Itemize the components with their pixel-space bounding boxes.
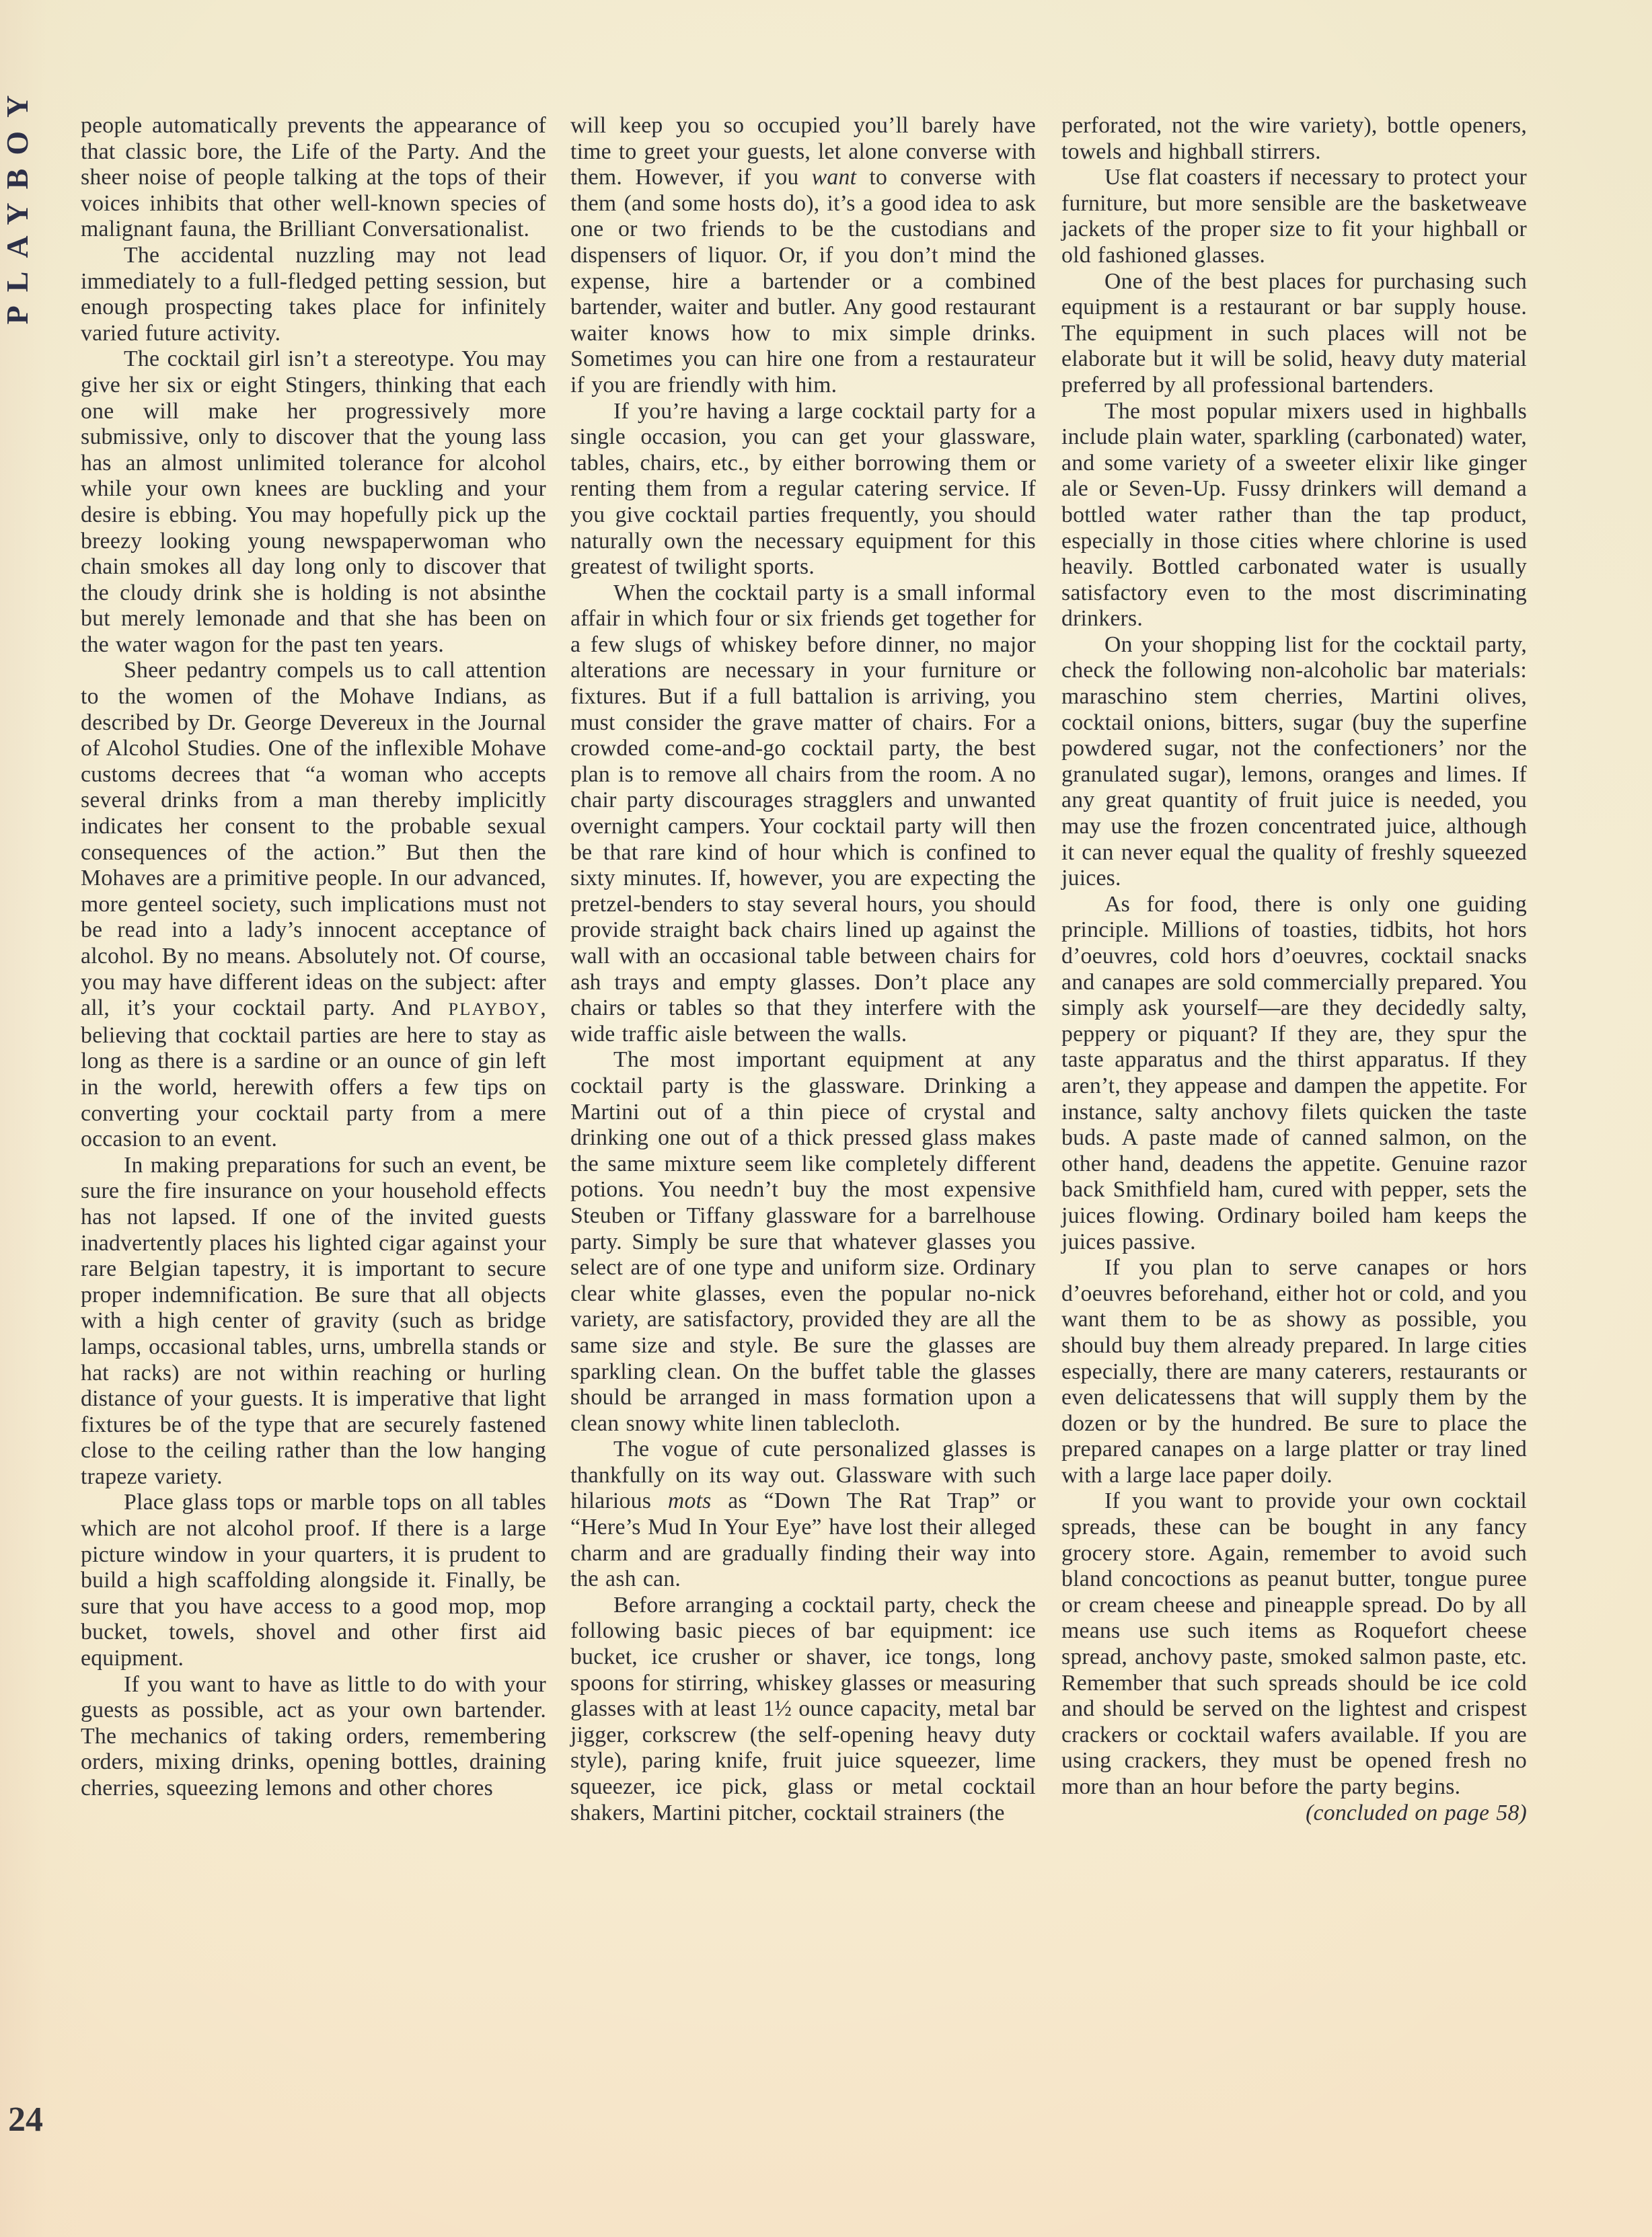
body-paragraph: people automatically prevents the appearance of that classic bore, the Life of the Party. And the sheer noise of people talking at the tops of their voices inhibits that other well-known species of malignant fauna, the Brilliant Conversationalist. — [81, 113, 546, 242]
italic-word: mots — [667, 1488, 712, 1514]
body-paragraph: The accidental nuzzling may not lead immediately to a full-fledged petting session, but enough prospecting takes place for infinitely varied future activity. — [81, 242, 546, 346]
text-column-2 — [570, 113, 1036, 1826]
body-paragraph: If you want to have as little to do with your guests as possible, act as your own bartender. The mechanics of taking orders, remembering orders, mixing drinks, opening bottles, draining cherries, squeezing lemons and other chores — [81, 1671, 546, 1800]
page-number: 24 — [8, 2100, 43, 2139]
body-paragraph: will keep you so occupied you’ll barely have time to greet your guests, let alone converse with them. However, if you want to converse with them (and some hosts do), it’s a good idea to ask one or two friends to be the custodians and dispensers of liquor. Or, if you don’t mind the expense, hire a bartender or a combined bartender, waiter and butler. Any good restaurant waiter knows how to mix simple drinks. Sometimes you can hire one from a restaurateur if you are friendly with him. — [570, 113, 1037, 397]
small-caps-word: PLAYBOY — [448, 999, 541, 1020]
body-paragraph: As for food, there is only one guiding principle. Millions of toasties, tidbits, hot hors d’oeuvres, cold hors d’oeuvres, cocktail snacks and canapes are sold commercially prepared. You simply ask yourself—are they decidedly salty, peppery or piquant? If they are, they spur the taste apparatus and the thirst apparatus. If they aren’t, they appease and dampen the appetite. For instance, salty anchovy filets quicken the taste buds. A paste made of canned salmon, on the other hand, deadens the appetite. Genuine razor back Smithfield ham, cured with pepper, sets the juices flowing. Ordinary boiled ham keeps the juices passive. — [1061, 891, 1527, 1254]
text-column-3 — [1061, 113, 1527, 1826]
body-paragraph: On your shopping list for the cocktail party, check the following non-alcoholic bar materials: maraschino stem cherries, Martini olives, cocktail onions, bitters, sugar (buy the superfine powdered sugar, not the confectioners’ nor the granulated sugar), lemons, oranges and limes. If any great quantity of fruit juice is needed, you may use the frozen concentrated juice, although it can never equal the quality of freshly squeezed juices. — [1061, 632, 1527, 891]
playboy-logotype: PLAYBOY — [0, 81, 34, 325]
body-paragraph: The most popular mixers used in highballs include plain water, sparkling (carbonated) water, and some variety of a sweeter elixir like ginger ale or Seven-Up. Fussy drinkers will demand a bottled water rather than the tap product, especially in those cities where chlorine is used heavily. Bottled carbonated water is usually satisfactory even to the most discriminating drinkers. — [1061, 398, 1527, 632]
body-paragraph: In making preparations for such an event, be sure the fire insurance on your household effects has not lapsed. If one of the invited guests inadvertently places his lighted cigar against your rare Belgian tapestry, it is important to secure proper indemnification. Be sure that all objects with a high center of gravity (such as bridge lamps, occasional tables, urns, umbrella stands or hat racks) are not within reaching or hurling distance of your guests. It is imperative that light fixtures be of the type that are securely fastened close to the ceiling rather than the low hanging trapeze variety. — [81, 1152, 546, 1489]
body-paragraph: The vogue of cute personalized glasses is thankfully on its way out. Glassware with such hilarious mots as “Down The Rat Trap” or “Here’s Mud In Your Eye” have lost their alleged charm and are gradually finding their way into the ash can. — [570, 1437, 1036, 1592]
body-paragraph: Sheer pedantry compels us to call attention to the women of the Mohave Indians, as described by Dr. George Devereux in the Journal of Alcohol Studies. One of the inflexible Mohave customs decrees that “a woman who accepts several drinks from a man thereby implicitly indicates her consent to the probable sexual consequences of the action.” But then the Mohaves are a primitive people. In our advanced, more genteel society, such implications must not be read into a lady’s innocent acceptance of alcohol. By no means. Absolutely not. Of course, you may have different ideas on the subject: after all, it’s your cocktail party. And PLAYBOY, believing that cocktail parties are here to stay as long as there is a sardine or an ounce of gin left in the world, herewith offers a few tips on converting your cocktail party from a mere occasion to an event. — [81, 658, 546, 1152]
body-paragraph: Place glass tops or marble tops on all tables which are not alcohol proof. If there is a large picture window in your quarters, it is prudent to build a high scaffolding alongside it. Finally, be sure that you have access to a good mop, mop bucket, towels, shovel and other first aid equipment. — [81, 1490, 546, 1671]
body-paragraph: The cocktail girl isn’t a stereotype. You may give her six or eight Stingers, thinking that each one will make her progressively more submissive, only to discover that the young lass has an almost unlimited tolerance for alcohol while your own knees are buckling and your desire is ebbing. You may hopefully pick up the breezy looking young newspaperwoman who chain smokes all day long only to discover that the cloudy drink she is holding is not absinthe but merely lemonade and that she has been on the water wagon for the past ten years. — [81, 346, 546, 657]
body-paragraph: If you want to provide your own cocktail spreads, these can be bought in any fancy grocery store. Again, remember to avoid such bland concoctions as peanut butter, tongue puree or cream cheese and pineapple spread. Do by all means use such items as Roquefort cheese spread, anchovy paste, smoked salmon paste, etc. Remember that such spreads should be ice cold and should be served on the lightest and crispest crackers or cocktail wafers available. If you are using crackers, they must be opened fresh no more than an hour before the party begins. — [1061, 1488, 1527, 1799]
body-paragraph: Use flat coasters if necessary to protect your furniture, but more sensible are the basketweave jackets of the proper size to fit your highball or old fashioned glasses. — [1061, 165, 1527, 268]
body-paragraph: Before arranging a cocktail party, check the following basic pieces of bar equipment: ice bucket, ice crusher or shaver, ice tongs, long spoons for stirring, whiskey glasses or measuring glasses with at least 1½ ounce capacity, metal bar jigger, corkscrew (the self-opening heavy duty style), paring knife, fruit juice squeezer, lime squeezer, ice pick, glass or metal cocktail shakers, Martini pitcher, cocktail strainers (the — [570, 1592, 1036, 1825]
body-paragraph: If you’re having a large cocktail party for a single occasion, you can get your glassware, tables, chairs, etc., by either borrowing them or renting them from a regular catering service. If you give cocktail parties frequently, you should naturally own the necessary equipment for this greatest of twilight sports. — [570, 398, 1036, 580]
body-paragraph: perforated, not the wire variety), bottle openers, towels and highball stirrers. — [1061, 113, 1527, 164]
body-paragraph: When the cocktail party is a small informal affair in which four or six friends get together for a few slugs of whiskey before dinner, no major alterations are necessary in your furniture or fixtures. But if a full battalion is arriving, you must consider the grave matter of chairs. For a crowded come-and-go cocktail party, the best plan is to remove all chairs from the room. A no chair party discourages stragglers and unwanted overnight campers. Your cocktail party will then be that rare kind of hour which is confined to sixty minutes. If, however, you are expecting the pretzel-benders to stay several hours, you should provide straight back chairs lined up against the wall with an occasional table between chairs for ash trays and empty glasses. Don’t place any chairs or tables so that they interfere with the wide traffic aisle between the walls. — [570, 580, 1036, 1047]
continuation-note: (concluded on page 58) — [1306, 1800, 1527, 1825]
body-paragraph: One of the best places for purchasing such equipment is a restaurant or bar supply house. The equipment in such places will not be elaborate but it will be solid, heavy duty material preferred by all professional bartenders. — [1061, 268, 1527, 397]
body-paragraph: The most important equipment at any cocktail party is the glassware. Drinking a Martini out of a thin piece of crystal and drinking one out of a thick pressed glass makes the same mixture seem like completely different potions. You needn’t buy the most expensive Steuben or Tiffany glassware for a barrelhouse party. Simply be sure that whatever glasses you select are of one type and uniform size. Ordinary clear white glasses, even the popular no-nick variety, are satisfactory, provided they are all the same size and style. Be sure the glasses are sparkling clean. On the buffet table the glasses should be arranged in mass formation upon a clean snowy white linen tablecloth. — [570, 1047, 1036, 1436]
italic-word: want — [811, 165, 857, 190]
text-column-1 — [81, 113, 546, 1802]
body-paragraph: If you plan to serve canapes or hors d’oeuvres beforehand, either hot or cold, and you want them to be as showy as possible, you should buy them already prepared. In large cities especially, there are many caterers, restaurants or even delicatessens that will supply them by the dozen or by the hundred. Be sure to place the prepared canapes on a large platter or tray lined with a large lace paper doily. — [1061, 1255, 1527, 1488]
